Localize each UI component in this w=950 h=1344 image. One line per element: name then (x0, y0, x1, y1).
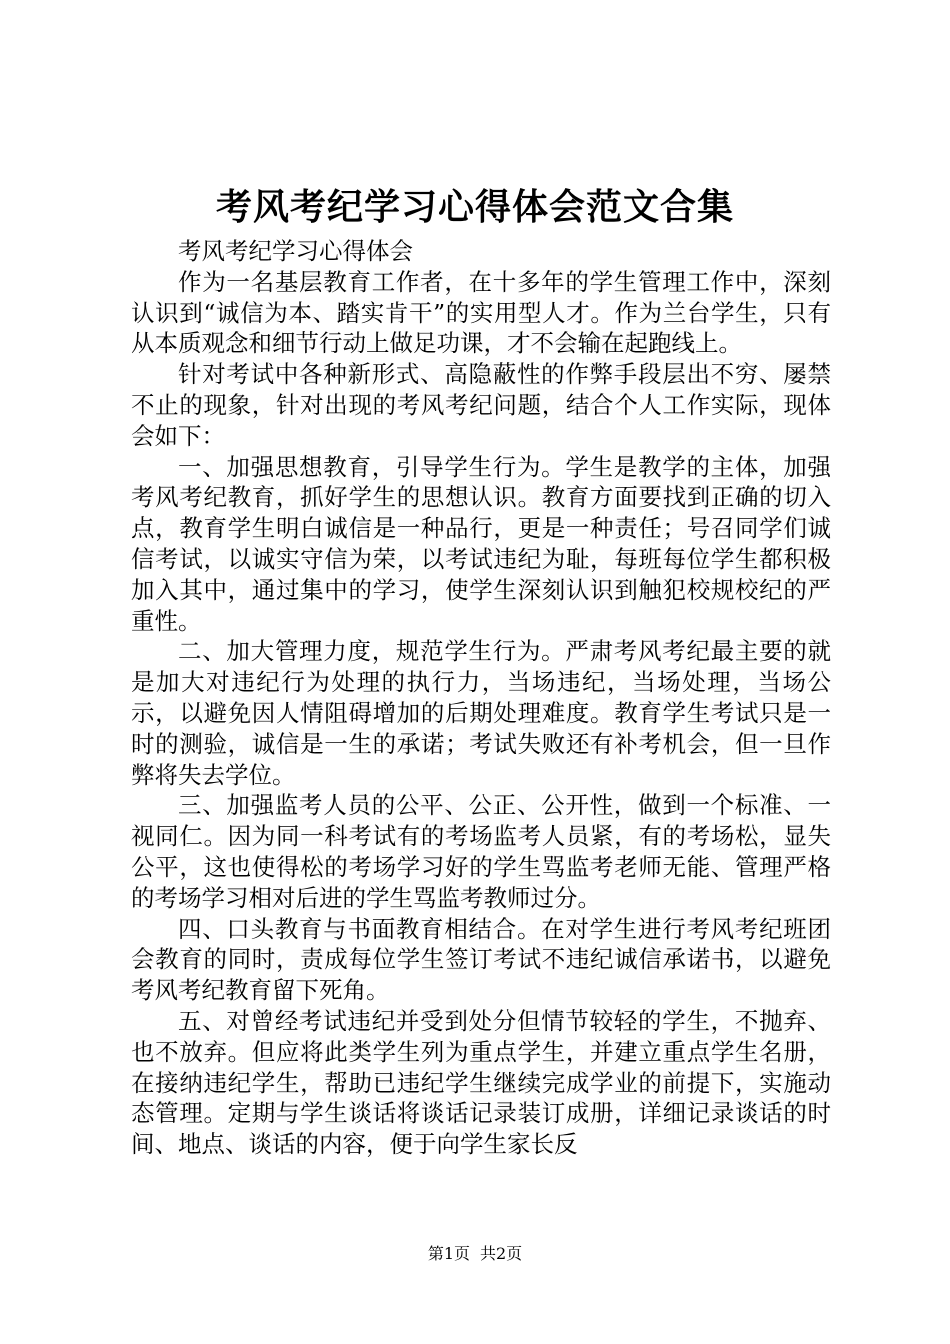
paragraph-point-3: 三、加强监考人员的公平、公正、公开性，做到一个标准、一视同仁。因为同一科考试有的考场监考人员紧，有的考场松，显失公平，这也使得松的考场学习好的学生骂监考老师无能、管理严格的考场学习相对后进的学生骂监考教师过分。 (131, 791, 831, 912)
paragraph-intro: 作为一名基层教育工作者，在十多年的学生管理工作中，深刻认识到“诚信为本、踏实肯干”的实用型人才。作为兰台学生，只有从本质观念和细节行动上做足功课，才不会输在起跑线上。 (131, 267, 831, 358)
page-total: 共2页 (480, 1244, 523, 1263)
document-title: 考风考纪学习心得体会范文合集 (215, 186, 734, 228)
paragraph-point-2: 二、加大管理力度，规范学生行为。严肃考风考纪最主要的就是加大对违纪行为处理的执行力，当场违纪，当场处理，当场公示，以避免因人情阻碍增加的后期处理难度。教育学生考试只是一时的测验，诚信是一生的承诺；考试失败还有补考机会，但一旦作弊将失去学位。 (131, 637, 831, 789)
paragraph-point-4: 四、口头教育与书面教育相结合。在对学生进行考风考纪班团会教育的同时，责成每位学生签订考试不违纪诚信承诺书，以避免考风考纪教育留下死角。 (131, 914, 831, 1005)
paragraph-context: 针对考试中各种新形式、高隐蔽性的作弊手段层出不穷、屡禁不止的现象，针对出现的考风考纪问题，结合个人工作实际，现体会如下： (131, 360, 831, 450)
page-number: 第1页 (427, 1244, 470, 1263)
paragraph-point-5: 五、对曾经考试违纪并受到处分但情节较轻的学生，不抛弃、也不放弃。但应将此类学生列为重点学生，并建立重点学生名册，在接纳违纪学生，帮助已违纪学生继续完成学业的前提下，实施动态管理。定期与学生谈话将谈话记录装订成册，详细记录谈话的时间、地点、谈话的内容，便于向学生家长反 (131, 1006, 831, 1159)
paragraph-point-1: 一、加强思想教育，引导学生行为。学生是教学的主体，加强考风考纪教育，抓好学生的思想认识。教育方面要找到正确的切入点，教育学生明白诚信是一种品行，更是一种责任；号召同学们诚信考试，以诚实守信为荣，以考试违纪为耻，每班每位学生都积极加入其中，通过集中的学习，使学生深刻认识到触犯校规校纪的严重性。 (131, 452, 831, 635)
document-body (131, 236, 831, 1160)
page-footer (0, 1243, 950, 1265)
paragraph-subtitle: 考风考纪学习心得体会 (178, 237, 413, 265)
